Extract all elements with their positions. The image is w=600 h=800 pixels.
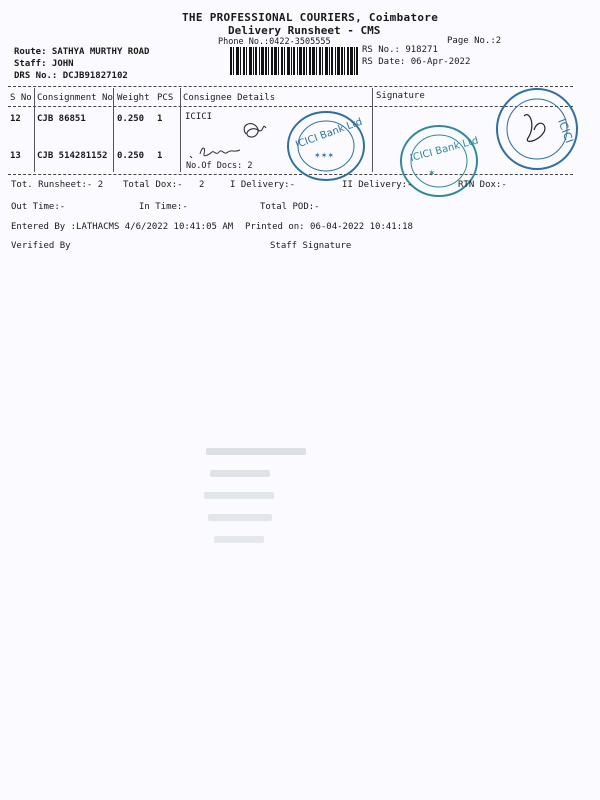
bank-stamp [284,108,368,184]
staff-signature: Staff Signature [270,241,352,251]
svg-text:✶: ✶ [428,169,436,179]
drs-number: DRS No.: DCJB91827102 [14,71,128,81]
row-pcs: 1 [157,151,163,161]
total-runsheet: Tot. Runsheet:- 2 [11,180,104,190]
stamp-text: ICICI Bank Ltd [294,116,364,151]
rs-number: RS No.: 918271 [362,45,438,55]
total-dox-label: Total Dox:- [123,180,183,190]
company-title: THE PROFESSIONAL COURIERS, Coimbatore [182,11,439,24]
header-pcs: PCS [157,93,174,103]
rtn-dox: RTN Dox:- [458,180,507,190]
header-signature: Signature [376,91,425,101]
document-subtitle: Delivery Runsheet - CMS [228,24,381,37]
rs-date: RS Date: 06-Apr-2022 [362,57,471,67]
entered-by: Entered By :LATHACMS 4/6/2022 10:41:05 AM [11,222,234,232]
row-consignment: CJB 514281152 [37,151,108,161]
out-time: Out Time:- [11,202,66,212]
header-consignment: Consignment No [37,93,113,103]
stamp-text: ICICI Bank Ltd [409,135,480,165]
phone-number: Phone No.:0422-3505555 [218,37,331,47]
faded-print-marks [196,440,316,555]
i-delivery: I Delivery:- [230,180,296,190]
stamp-text: ICICI [555,116,576,145]
column-divider [113,88,114,172]
svg-text:✶✶✶: ✶✶✶ [314,151,335,160]
row-weight: 0.250 [117,151,145,161]
row-consignee: ICICI [185,112,213,122]
table-header-rule [8,106,573,107]
total-dox-value: 2 [199,180,205,190]
column-divider [372,88,373,172]
bank-stamp [494,86,580,172]
row-consignment: CJB 86851 [37,114,86,124]
header-consignee: Consignee Details [183,93,276,103]
row-sno: 13 [10,151,21,161]
printed-on: Printed on: 06-04-2022 10:41:18 [245,222,413,232]
ii-delivery: II Delivery:- [342,180,413,190]
barcode [230,47,358,75]
column-divider [34,88,35,172]
total-pod: Total POD:- [260,202,320,212]
header-sno: S No [10,93,32,103]
column-divider [180,88,181,172]
page-number: Page No.:2 [447,36,502,46]
staff-label: Staff: JOHN [14,59,74,69]
in-time: In Time:- [139,202,188,212]
row-sno: 12 [10,114,21,124]
row-weight: 0.250 [117,114,145,124]
table-top-rule [8,86,573,87]
header-weight: Weight [117,93,150,103]
route-label: Route: SATHYA MURTHY ROAD [14,47,150,57]
handwritten-signature [186,140,246,164]
no-of-docs: No.Of Docs: 2 [186,161,253,171]
row-pcs: 1 [157,114,163,124]
verified-by: Verified By [11,241,71,251]
